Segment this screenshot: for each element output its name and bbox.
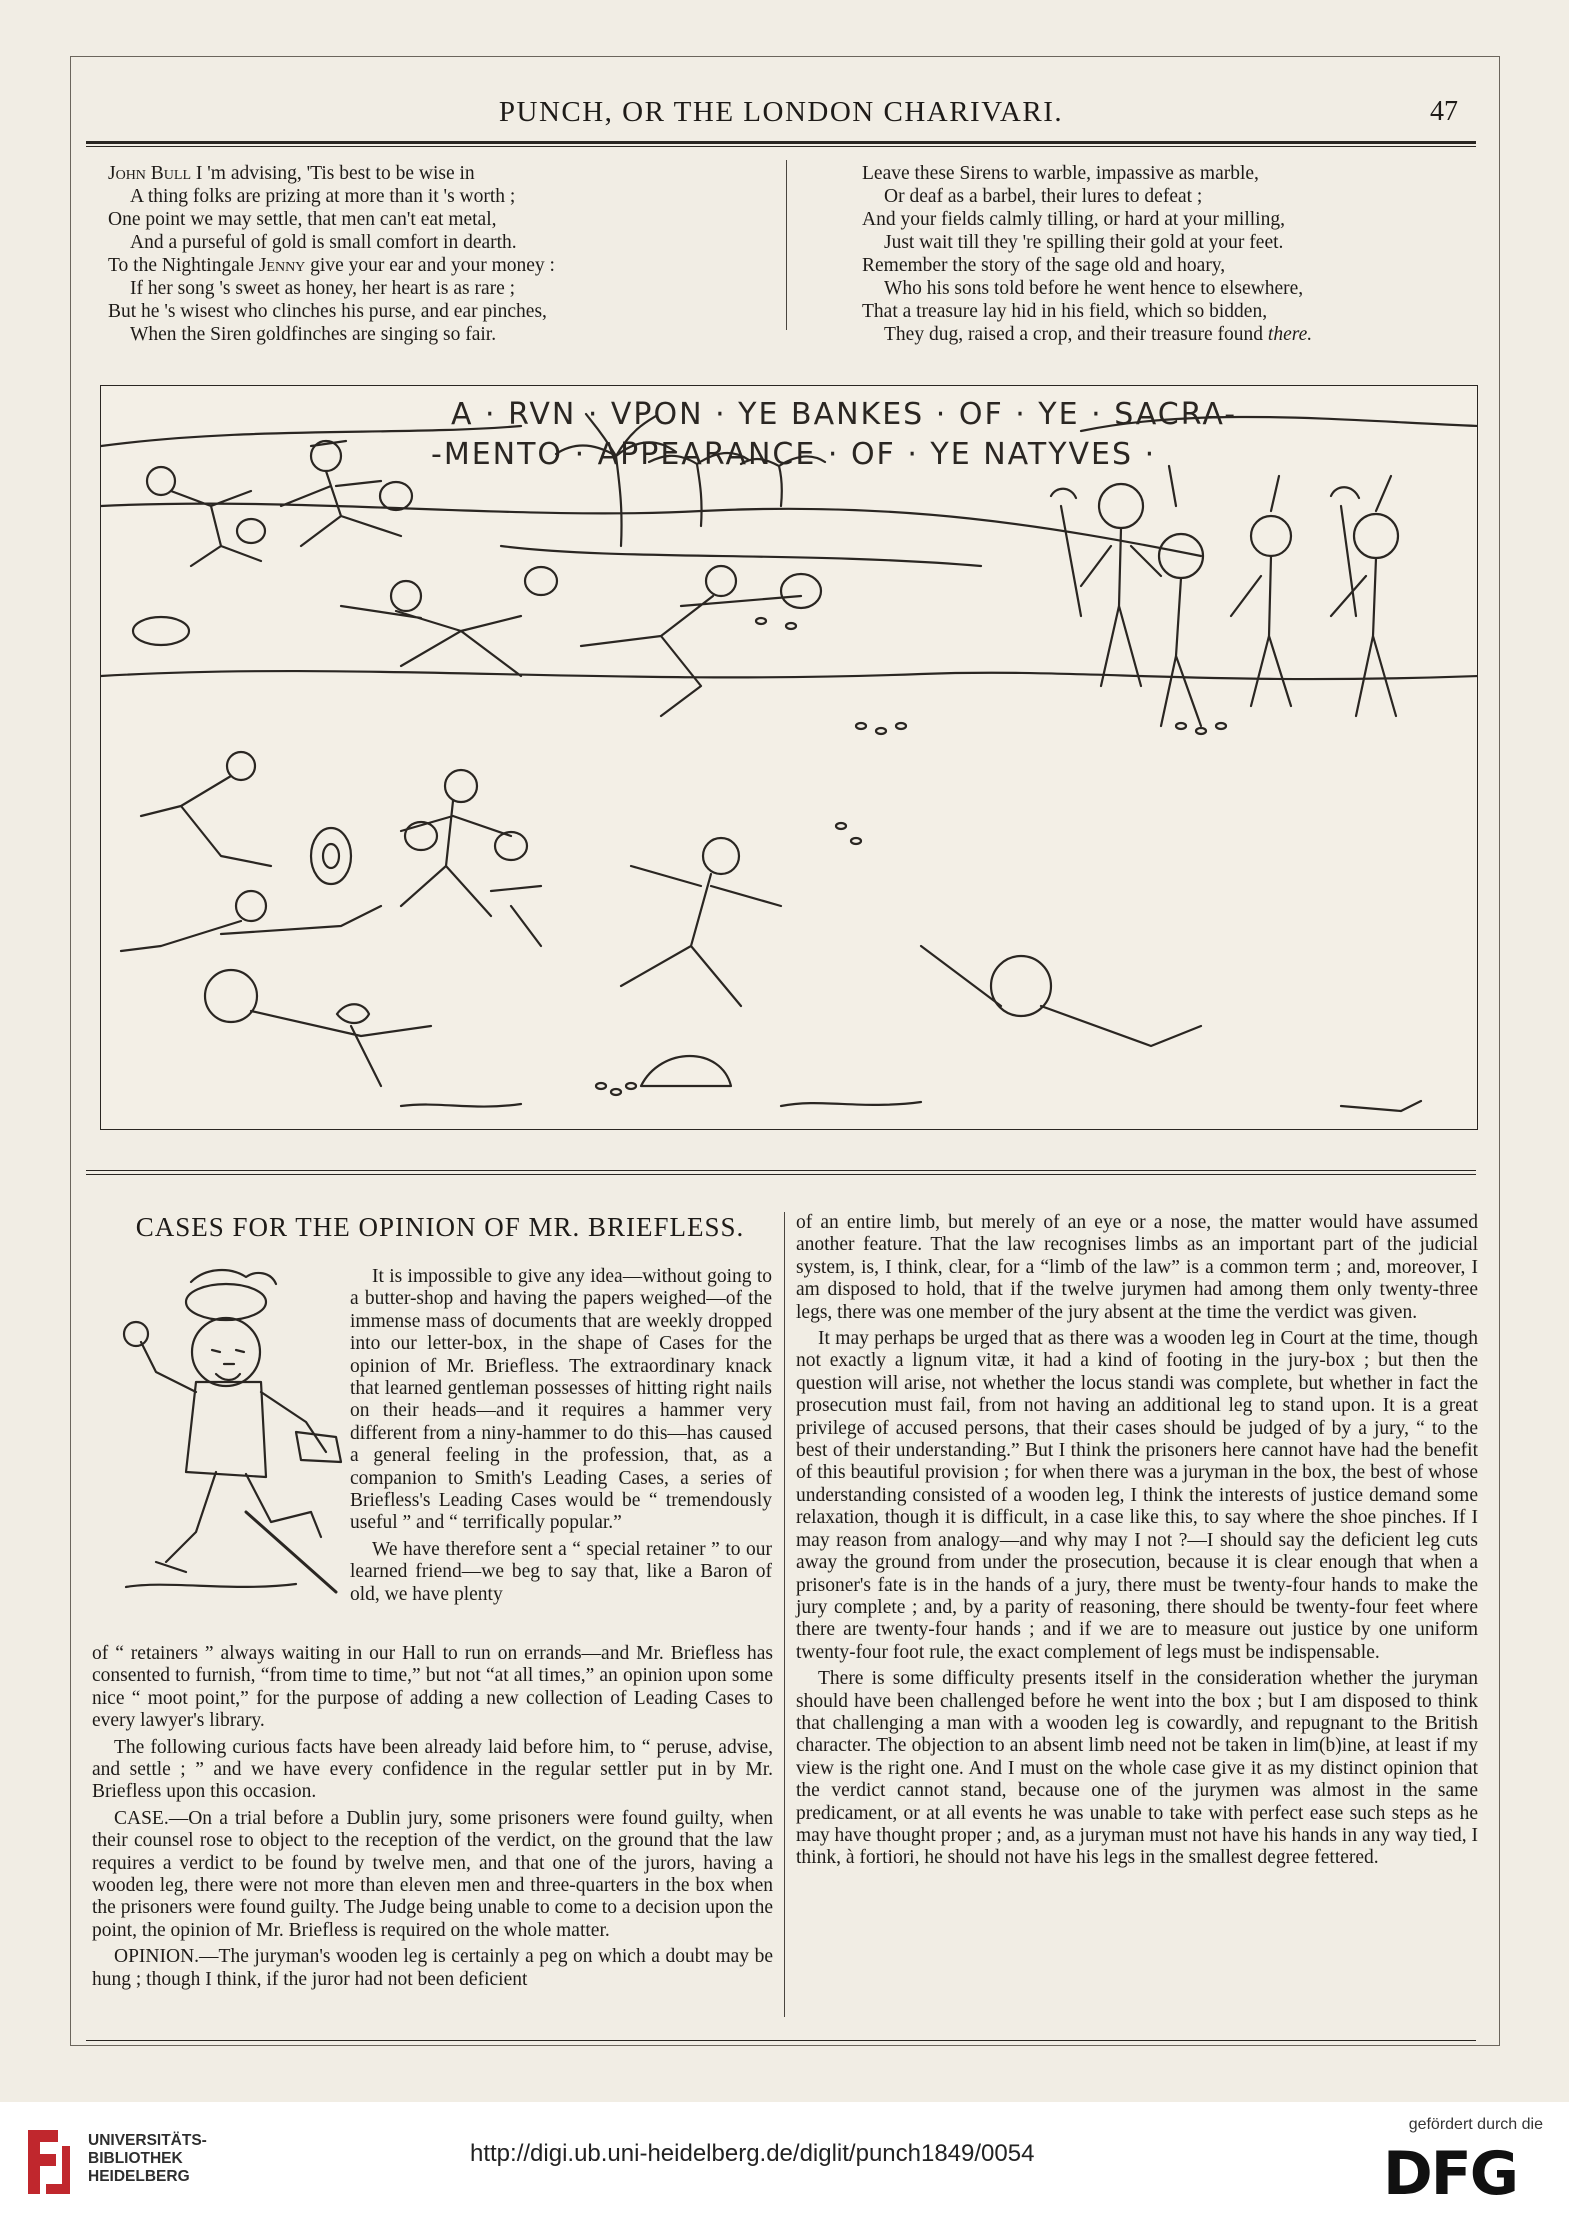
verse-line: Or deaf as a barbel, their lures to defeat ; <box>884 186 1203 207</box>
digitization-footer <box>0 2102 1569 2223</box>
verse-left <box>108 162 798 346</box>
article-paragraph: CASE.—On a trial before a Dublin jury, some prisoners were found guilty, when their counsel rose to object to the reception of the verdict, on the ground that the law requires a verdict to be found by twelve men, and that one of the jurors, having a wooden leg, there were not more than eleven men and three-quarters in the box when the prisoners were found guilty. The Judge being unable to come to a decision upon the point, the opinion of Mr. Briefless is required on the whole matter. <box>92 1807 773 1941</box>
svg-text:A · RVN · VPON · YE BANKES · O: A · RVN · VPON · YE BANKES · OF · YE · SACRA- <box>451 397 1238 432</box>
verse-line: A thing folks are prizing at more than it 's worth ; <box>130 186 516 207</box>
verse-line: John Bull I 'm advising, 'Tis best to be wise in <box>108 163 475 184</box>
verse-line: And your fields calmly tilling, or hard at your milling, <box>862 209 1285 230</box>
verse-line: They dug, raised a crop, and their treasure found there. <box>884 324 1313 345</box>
article-paragraph: of “ retainers ” always waiting in our Hall to run on errands—and Mr. Briefless has consented to furnish, “from time to time,” but not “at all times,” an opinion upon some nice “ moot point,” for the purpose of adding a new collection of Leading Cases to every lawyer's library. <box>92 1643 773 1732</box>
page-number: 47 <box>1430 96 1458 127</box>
section-rule-thin <box>86 1174 1476 1175</box>
article-title: CASES FOR THE OPINION OF MR. BRIEFLESS. <box>135 1212 745 1242</box>
article-intro <box>350 1266 772 1610</box>
cartoon-illustration <box>100 385 1478 1130</box>
cartoon-drawing <box>101 386 1478 1130</box>
verse-line: That a treasure lay hid in his field, which so bidden, <box>862 301 1268 322</box>
header-rule <box>86 141 1476 144</box>
journal-title: PUNCH, OR THE LONDON CHARIVARI. <box>498 96 1064 128</box>
svg-text:-MENTO · APPEARANCE · OF · YE: -MENTO · APPEARANCE · OF · YE NATYVES · <box>431 437 1157 472</box>
verse-right <box>862 162 1472 346</box>
svg-text:DFG: DFG <box>1383 2142 1518 2200</box>
article-paragraph: The following curious facts have been already laid before him, to “ peruse, advise, and settle ; ” and we have every confidence in the regular settler put in by Mr. Briefless upon this occasion. <box>92 1736 773 1803</box>
library-name: UNIVERSITÄTS- BIBLIOTHEK HEIDELBERG <box>88 2132 207 2185</box>
source-url-link[interactable]: http://digi.ub.uni-heidelberg.de/diglit/punch1849/0054 <box>470 2140 1035 2167</box>
section-rule <box>86 1170 1476 1171</box>
verse-line: And a purseful of gold is small comfort in dearth. <box>130 232 517 253</box>
running-lawyer-icon <box>96 1262 366 1602</box>
verse-line: Remember the story of the sage old and hoary, <box>862 255 1226 276</box>
verse-line: To the Nightingale Jenny give your ear and your money : <box>108 255 555 276</box>
verse-line: If her song 's sweet as honey, her heart is as rare ; <box>130 278 516 299</box>
article-paragraph: OPINION.—The juryman's wooden leg is certainly a peg on which a doubt may be hung ; though I think, if the juror had not been deficient <box>92 1946 773 1990</box>
article-paragraph: It may perhaps be urged that as there was a wooden leg in Court at the time, though not exactly a lignum vitæ, it had a kind of footing in the jury-box ; but then the question will arise, not whether the locus standi was complete, but whether in fact the prosecution must fail, from not having an additional leg to stand upon. It is a great privilege of accused persons, that their cases should be judged of by a jury, “ to the best of their understanding.” But I think the prisoners here cannot have had the benefit of this beautiful provision ; for when there was a juryman in the box, the best of whose understanding consisted of a wooden leg, I think the interests of justice demand some relaxation, though it is difficult, in a case like this, to say where the shoe pinches. If I may reason from analogy—and why may I not ?—I should say the deficient leg cuts away the ground from under the prosecution, because it is clear enough that when a prisoner's fate is in the hands of a jury, there must be twenty-four hands to make the jury complete ; and, by a parity of reasoning, there should be twenty-four feet where there are twenty-four hands ; and if we are to measure out justice by one uniform twenty-four foot rule, the exact complement of legs must be indispensable. <box>796 1328 1478 1663</box>
article-paragraph: of an entire limb, but merely of an eye or a nose, the matter would have assumed another feature. That the law recognises limbs as an important part of the judicial system, is, I think, clear, for a “limb of the law” is a common term ; and, moreover, I am disposed to hold, that if the twelve jurymen had among them only twenty-three legs, there was one member of the jury absent at the time the verdict was given. <box>796 1212 1478 1323</box>
verse-line: But he 's wisest who clinches his purse, and ear pinches, <box>108 301 547 322</box>
article-paragraph: We have therefore sent a “ special retainer ” to our learned friend—we beg to say that, like a Baron of old, we have plenty <box>350 1538 772 1605</box>
column-divider <box>784 1212 785 2017</box>
running-header <box>86 96 1476 138</box>
funding-note: gefördert durch die <box>1408 2116 1543 2133</box>
verse-divider <box>786 160 787 330</box>
header-rule-thin <box>86 146 1476 147</box>
verse-line: One point we may settle, that men can't eat metal, <box>108 209 497 230</box>
article-paragraph: It is impossible to give any idea—without going to a butter-shop and having the papers weighed—of the immense mass of documents that are weekly dropped into our letter-box, in the shape of Cases for the opinion of Mr. Briefless. The extraordinary knack that learned gentleman possesses of hitting right nails on their heads—and it requires a hammer very different from a niny-hammer to do this—has caused a general feeling in the profession, that, as a companion to Smith's Leading Cases, a series of Briefless's Leading Cases would be “ tremendously useful ” and “ terrifically popular.” <box>350 1266 772 1534</box>
bottom-rule <box>86 2040 1476 2041</box>
dfg-logo-icon <box>1383 2142 1543 2200</box>
briefless-figure <box>96 1262 366 1602</box>
article-body-right <box>796 1212 1478 1874</box>
article-paragraph: There is some difficulty presents itself in the consideration whether the juryman should have been challenged before he went into the box ; but I am disposed to think that challenging a man with a wooden leg is cowardly, and repugnant to the British character. The objection to an absent limb need not be taken in lim(b)ine, at least if my view is the right one. And I must on the whole case give it as my distinct opinion that the verdict cannot stand, because one of the jurymen was almost in the same predicament, or at all events he was unable to take with perfect ease such steps as he may have thought proper ; and, as a juryman must not have his hands in any way tied, I think, à fortiori, he should not have his legs in the smallest degree fettered. <box>796 1668 1478 1869</box>
verse-line: When the Siren goldfinches are singing so fair. <box>130 324 497 345</box>
verse-line: Leave these Sirens to warble, impassive as marble, <box>862 163 1259 184</box>
verse-line: Who his sons told before he went hence to elsewhere, <box>884 278 1304 299</box>
verse-line: Just wait till they 're spilling their gold at your feet. <box>884 232 1284 253</box>
university-library-logo-icon <box>22 2124 74 2200</box>
article-body-left <box>92 1643 773 1995</box>
